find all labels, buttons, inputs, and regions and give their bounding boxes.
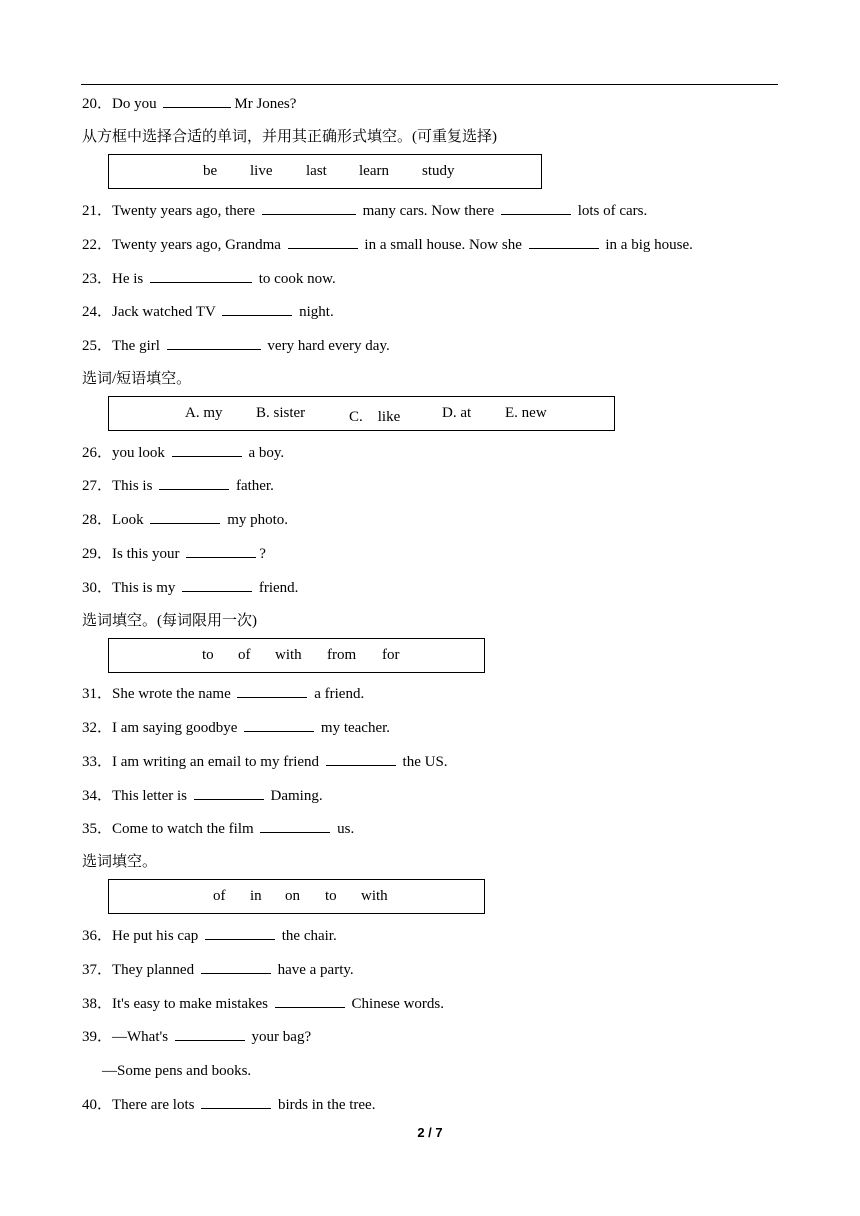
word-box — [108, 396, 615, 431]
page-number: 2 / 7 — [417, 1125, 443, 1140]
question-text: father. — [235, 478, 274, 494]
answer-blank[interactable] — [222, 303, 292, 316]
question-number: 38． — [82, 996, 113, 1012]
question-text: lots of cars. — [577, 203, 648, 219]
question-text: the chair. — [281, 928, 337, 944]
word-option: learn — [359, 163, 389, 179]
question-22 — [82, 236, 693, 254]
question-number: 25． — [82, 338, 113, 354]
answer-blank[interactable] — [237, 685, 307, 698]
question-40 — [82, 1096, 375, 1114]
answer-blank[interactable] — [205, 927, 275, 940]
question-32 — [82, 719, 390, 737]
question-35 — [82, 820, 354, 838]
question-number: 27． — [82, 478, 113, 494]
question-text: the US. — [402, 754, 448, 770]
question-text: This is — [112, 478, 153, 494]
word-option: D. at — [442, 405, 472, 421]
word-option: to — [325, 888, 337, 904]
question-number: 30． — [82, 580, 113, 596]
word-option: with — [361, 888, 388, 904]
answer-blank[interactable] — [501, 202, 571, 215]
question-25 — [82, 337, 390, 355]
word-option: live — [250, 163, 273, 179]
question-text: Twenty years ago, there — [112, 203, 256, 219]
question-number: 32． — [82, 720, 113, 736]
question-23 — [82, 270, 336, 288]
question-number: 39． — [82, 1029, 113, 1045]
word-box — [108, 879, 485, 914]
question-27 — [82, 477, 274, 495]
section-instruction: 选词填空。 — [82, 854, 158, 870]
question-text: This is my — [112, 580, 176, 596]
question-text: I am writing an email to my friend — [112, 754, 320, 770]
question-number: 36． — [82, 928, 113, 944]
question-text: your bag? — [251, 1029, 312, 1045]
question-text: very hard every day. — [267, 338, 390, 354]
question-text: have a party. — [277, 962, 354, 978]
word-option: for — [382, 647, 400, 663]
word-option: of — [213, 888, 226, 904]
answer-blank[interactable] — [175, 1028, 245, 1041]
question-36 — [82, 927, 337, 945]
question-text: many cars. Now there — [362, 203, 495, 219]
question-text: us. — [337, 821, 355, 837]
answer-blank[interactable] — [529, 236, 599, 249]
question-text: Jack watched TV — [112, 304, 216, 320]
section-instruction: 选词/短语填空。 — [82, 371, 192, 387]
answer-blank[interactable] — [194, 787, 264, 800]
question-text: They planned — [112, 962, 195, 978]
question-text: ? — [259, 546, 266, 562]
question-number: 24． — [82, 304, 113, 320]
answer-blank[interactable] — [150, 270, 252, 283]
answer-blank[interactable] — [159, 477, 229, 490]
question-text: This letter is — [112, 788, 188, 804]
word-option: C. like — [349, 409, 401, 425]
word-box — [108, 638, 485, 673]
question-number: 33． — [82, 754, 113, 770]
answer-blank[interactable] — [326, 753, 396, 766]
question-text: birds in the tree. — [277, 1097, 376, 1113]
answer-blank[interactable] — [288, 236, 358, 249]
question-text: The girl — [112, 338, 160, 354]
question-28 — [82, 511, 288, 529]
question-text: to cook now. — [258, 271, 336, 287]
section-instruction: 选词填空。(每词限用一次) — [82, 613, 257, 629]
question-21 — [82, 202, 647, 220]
question-text: Twenty years ago, Grandma — [112, 237, 281, 253]
word-option: on — [285, 888, 300, 904]
question-number: 31． — [82, 686, 113, 702]
answer-blank[interactable] — [186, 545, 256, 558]
question-text: She wrote the name — [112, 686, 231, 702]
question-text: friend. — [258, 580, 299, 596]
question-text: Chinese words. — [351, 996, 445, 1012]
answer-blank[interactable] — [167, 337, 261, 350]
word-option: study — [422, 163, 455, 179]
word-option: be — [203, 163, 218, 179]
question-text: —What's — [112, 1029, 169, 1045]
answer-blank[interactable] — [262, 202, 356, 215]
word-option: to — [202, 647, 214, 663]
question-33 — [82, 753, 448, 771]
question-text: Daming. — [270, 788, 323, 804]
question-number: 20． — [82, 96, 113, 112]
word-option: in — [250, 888, 262, 904]
question-text: Is this your — [112, 546, 180, 562]
answer-blank[interactable] — [244, 719, 314, 732]
question-number: 21． — [82, 203, 113, 219]
word-option: E. new — [505, 405, 547, 421]
question-37 — [82, 961, 354, 979]
answer-blank[interactable] — [172, 444, 242, 457]
question-text: you look — [112, 445, 165, 461]
word-option: of — [238, 647, 251, 663]
answer-blank[interactable] — [150, 511, 220, 524]
answer-blank[interactable] — [201, 1096, 271, 1109]
question-number: 35． — [82, 821, 113, 837]
section-instruction: 从方框中选择合适的单词，并用其正确形式填空。(可重复选择) — [82, 129, 497, 145]
question-39 — [82, 1028, 311, 1046]
answer-blank[interactable] — [201, 961, 271, 974]
question-20 — [82, 95, 296, 113]
question-number: 37． — [82, 962, 113, 978]
question-number: 26． — [82, 445, 113, 461]
question-text: a friend. — [314, 686, 365, 702]
word-option: B. sister — [256, 405, 306, 421]
question-text: my photo. — [227, 512, 289, 528]
question-text: a boy. — [248, 445, 285, 461]
question-text: in a small house. Now she — [364, 237, 522, 253]
word-option: last — [306, 163, 327, 179]
question-text: He is — [112, 271, 144, 287]
header-rule — [81, 84, 778, 85]
answer-blank[interactable] — [182, 579, 252, 592]
question-text: Come to watch the film — [112, 821, 254, 837]
question-34 — [82, 787, 323, 805]
answer-blank[interactable] — [275, 995, 345, 1008]
word-option: from — [327, 647, 357, 663]
question-24 — [82, 303, 334, 321]
question-39-reply: —Some pens and books. — [102, 1063, 252, 1079]
question-text: my teacher. — [320, 720, 391, 736]
answer-blank[interactable] — [163, 95, 231, 108]
question-31 — [82, 685, 364, 703]
question-text: It's easy to make mistakes — [112, 996, 269, 1012]
question-29 — [82, 545, 266, 563]
question-text: There are lots — [112, 1097, 195, 1113]
question-text: in a big house. — [605, 237, 693, 253]
answer-blank[interactable] — [260, 820, 330, 833]
question-number: 40． — [82, 1097, 113, 1113]
question-number: 23． — [82, 271, 113, 287]
question-text: Look — [112, 512, 144, 528]
question-38 — [82, 995, 444, 1013]
question-number: 34． — [82, 788, 113, 804]
question-text: Mr Jones? — [234, 96, 297, 112]
word-option: A. my — [185, 405, 223, 421]
question-30 — [82, 579, 298, 597]
question-26 — [82, 444, 284, 462]
question-number: 28． — [82, 512, 113, 528]
question-text: Do you — [112, 96, 157, 112]
question-number: 22． — [82, 237, 113, 253]
question-text: He put his cap — [112, 928, 199, 944]
word-option: with — [275, 647, 302, 663]
question-text: night. — [299, 304, 334, 320]
question-text: I am saying goodbye — [112, 720, 238, 736]
question-number: 29． — [82, 546, 113, 562]
word-box — [108, 154, 542, 189]
